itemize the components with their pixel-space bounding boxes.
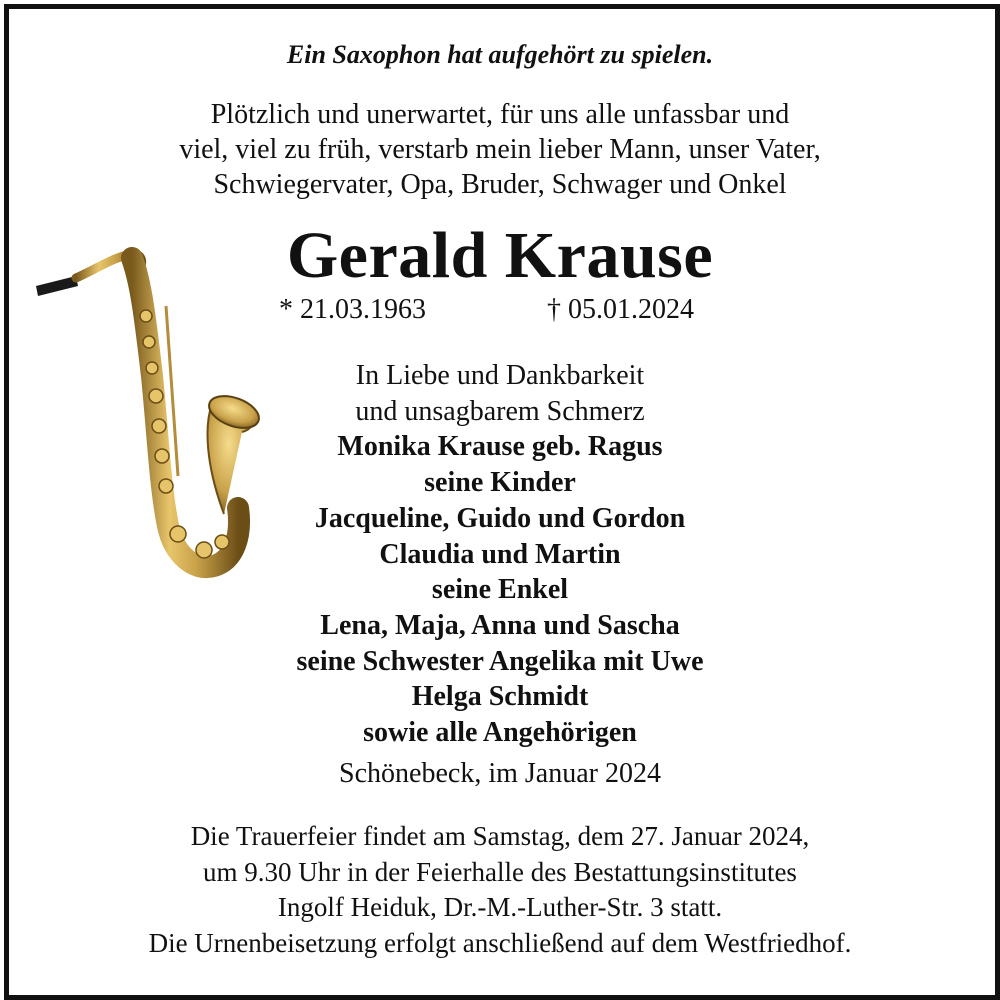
death-date: † 05.01.2024 [547,294,694,325]
mourning-phrase: und unsagbarem Schmerz [355,395,645,427]
service-info [0,819,1000,961]
mourners-list [0,358,1000,751]
headline: Ein Saxophon hat aufgehört zu spielen. [286,40,714,69]
mourner-name: Jacqueline, Guido und Gordon [314,502,686,534]
intro-text [0,97,1000,202]
mourning-phrase: In Liebe und Dankbarkeit [355,360,645,391]
mourner-name: Monika Krause geb. Ragus [337,431,663,463]
mourner-name: Helga Schmidt [411,681,589,713]
service-line: Die Trauerfeier findet am Samstag, dem 27. Januar 2024, [190,821,810,851]
mourner-name: sowie alle Angehörigen [363,717,637,749]
mourner-group-label: seine Enkel [431,574,569,606]
intro-line: Plötzlich und unerwartet, für uns alle unfassbar und [210,99,790,130]
intro-line: Schwiegervater, Opa, Bruder, Schwager und Onkel [213,169,787,200]
intro-line: viel, viel zu früh, verstarb mein lieber Mann, unser Vater, [179,134,821,165]
birth-date: * 21.03.1963 [279,294,426,325]
mourner-group-label: seine Kinder [424,467,576,499]
service-line: Die Urnenbeisetzung erfolgt anschließend auf dem Westfriedhof. [148,927,852,958]
deceased-name: Gerald Krause [286,219,714,292]
service-line: Ingolf Heiduk, Dr.-M.-Luther-Str. 3 statt. [277,892,723,922]
mourner-name: seine Schwester Angelika mit Uwe [296,645,704,677]
mourner-name: Claudia und Martin [379,538,621,570]
service-line: um 9.30 Uhr in der Feierhalle des Bestattungsinstitutes [203,856,797,887]
place-date: Schönebeck, im Januar 2024 [339,758,661,789]
mourner-name: Lena, Maja, Anna und Sascha [320,609,680,641]
